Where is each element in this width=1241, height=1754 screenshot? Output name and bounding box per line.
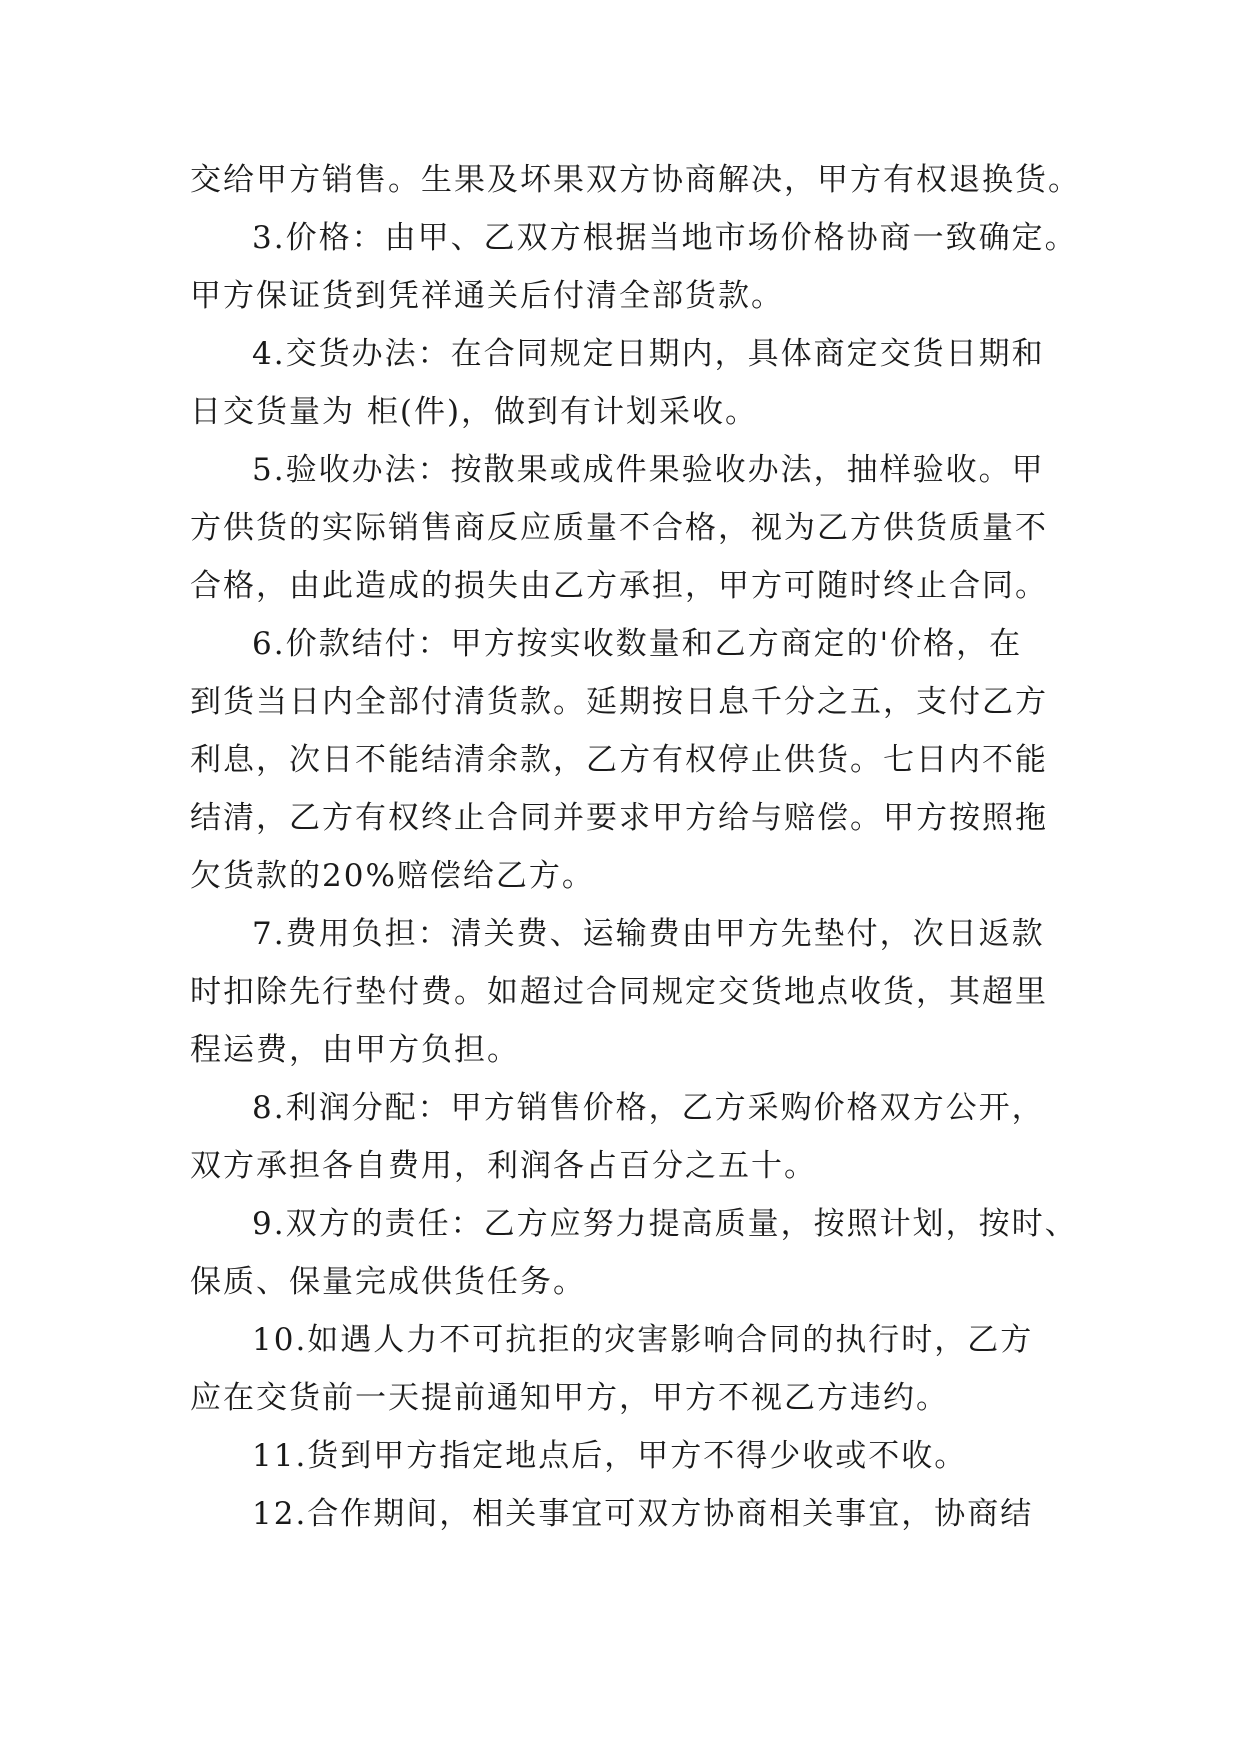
text-line: 结清，乙方有权终止合同并要求甲方给与赔偿。甲方按照拖 xyxy=(190,800,1048,836)
clause-6-line: 6.价款结付：甲方按实收数量和乙方商定的'价格，在 xyxy=(252,626,1023,662)
text-line: 欠货款的20%赔偿给乙方。 xyxy=(190,858,595,894)
text-line: 到货当日内全部付清货款。延期按日息千分之五，支付乙方 xyxy=(190,684,1048,720)
clause-4-line: 4.交货办法：在合同规定日期内，具体商定交货日期和 xyxy=(252,336,1045,372)
text-line: 程运费，由甲方负担。 xyxy=(190,1032,520,1068)
text-line: 交给甲方销售。生果及坏果双方协商解决，甲方有权退换货。 xyxy=(190,162,1081,198)
text-line: 方供货的实际销售商反应质量不合格，视为乙方供货质量不 xyxy=(190,510,1048,546)
clause-8-line: 8.利润分配：甲方销售价格，乙方采购价格双方公开， xyxy=(252,1090,1045,1126)
text-line: 利息，次日不能结清余款，乙方有权停止供货。七日内不能 xyxy=(190,742,1048,778)
clause-11-line: 11.货到甲方指定地点后，甲方不得少收或不收。 xyxy=(252,1438,968,1474)
text-line: 时扣除先行垫付费。如超过合同规定交货地点收货，其超里 xyxy=(190,974,1048,1010)
text-line: 双方承担各自费用，利润各占百分之五十。 xyxy=(190,1148,817,1184)
text-line: 应在交货前一天提前通知甲方，甲方不视乙方违约。 xyxy=(190,1380,949,1416)
text-line: 合格，由此造成的损失由乙方承担，甲方可随时终止合同。 xyxy=(190,568,1048,604)
text-line: 日交货量为 柜(件)，做到有计划采收。 xyxy=(190,394,759,430)
clause-5-line: 5.验收办法：按散果或成件果验收办法，抽样验收。甲 xyxy=(252,452,1045,488)
clause-3-line: 3.价格：由甲、乙双方根据当地市场价格协商一致确定。 xyxy=(252,220,1078,256)
clause-10-line: 10.如遇人力不可抗拒的灾害影响合同的执行时，乙方 xyxy=(252,1322,1034,1358)
text-line: 保质、保量完成供货任务。 xyxy=(190,1264,586,1300)
clause-7-line: 7.费用负担：清关费、运输费由甲方先垫付，次日返款 xyxy=(252,916,1045,952)
clause-9-line: 9.双方的责任：乙方应努力提高质量，按照计划，按时、 xyxy=(252,1206,1078,1242)
text-line: 甲方保证货到凭祥通关后付清全部货款。 xyxy=(190,278,784,314)
clause-12-line: 12.合作期间，相关事宜可双方协商相关事宜，协商结 xyxy=(252,1496,1034,1532)
